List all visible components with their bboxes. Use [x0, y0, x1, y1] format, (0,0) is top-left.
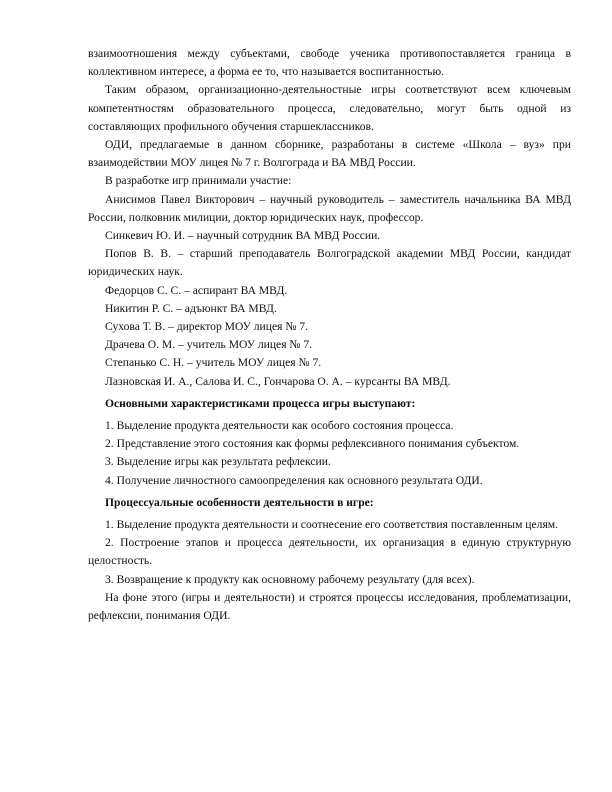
participant-item: Федорцов С. С. – аспирант ВА МВД.: [105, 283, 288, 297]
paragraph-conclusion: Таким образом, организационно-деятельностные игры соответствуют всем ключевым компетентностям образовательного процесса, следовательно, могут быть одной из составляющих профильного обучения старшеклассников.: [88, 83, 571, 133]
paragraph-odi-system: ОДИ, предлагаемые в данном сборнике, разработаны в системе «Школа – вуз» при взаимодействии МОУ лицея № 7 г. Волгограда и ВА МВД России.: [88, 138, 571, 170]
paragraph-participants-intro: В разработке игр принимали участие:: [105, 174, 292, 188]
paragraph-continuation: взаимоотношения между субъектами, свободе ученика противопоставляется граница в коллективном интересе, а форма ее то, что называется воспитанностью.: [88, 47, 571, 79]
participant-item: Сухова Т. В. – директор МОУ лицея № 7.: [105, 320, 308, 334]
feature-item: 3. Возвращение к продукту как основному рабочему результату (для всех).: [105, 572, 475, 586]
participant-item: Анисимов Павел Викторович – научный руководитель – заместитель начальника ВА МВД России, полковник милиции, доктор юридических наук, профессор.: [88, 192, 571, 224]
closing-paragraph: На фоне этого (игры и деятельности) и строятся процессы исследования, проблематизации, рефлексии, понимания ОДИ.: [88, 590, 571, 623]
participant-item: Драчева О. М. – учитель МОУ лицея № 7.: [105, 338, 313, 352]
body-text: [88, 45, 571, 625]
characteristic-item: 2. Представление этого состояния как формы рефлексивного понимания субъектом.: [105, 437, 520, 451]
features-heading: Процессуальные особенности деятельности в игре:: [105, 495, 374, 509]
participant-item: Синкевич Ю. И. – научный сотрудник ВА МВД России.: [105, 229, 381, 243]
participant-item: Лазновская И. А., Салова И. С., Гончарова О. А. – курсанты ВА МВД.: [105, 374, 451, 388]
participant-item: Никитин Р. С. – адъюнкт ВА МВД.: [105, 301, 277, 315]
participant-item: Степанько С. Н. – учитель МОУ лицея № 7.: [105, 356, 322, 370]
characteristic-item: 1. Выделение продукта деятельности как особого состояния процесса.: [105, 419, 454, 433]
characteristic-item: 3. Выделение игры как результата рефлексии.: [105, 455, 331, 469]
feature-item: 2. Построение этапов и процесса деятельности, их организация в единую структурную целостность.: [88, 536, 571, 568]
characteristics-heading: Основными характеристиками процесса игры выступают:: [105, 396, 416, 410]
participant-item: Попов В. В. – старший преподаватель Волгоградской академии МВД России, кандидат юридических наук.: [88, 247, 571, 279]
characteristic-item: 4. Получение личностного самоопределения как основного результата ОДИ.: [105, 473, 483, 487]
feature-item: 1. Выделение продукта деятельности и соотнесение его соответствия поставленным целям.: [105, 518, 559, 532]
